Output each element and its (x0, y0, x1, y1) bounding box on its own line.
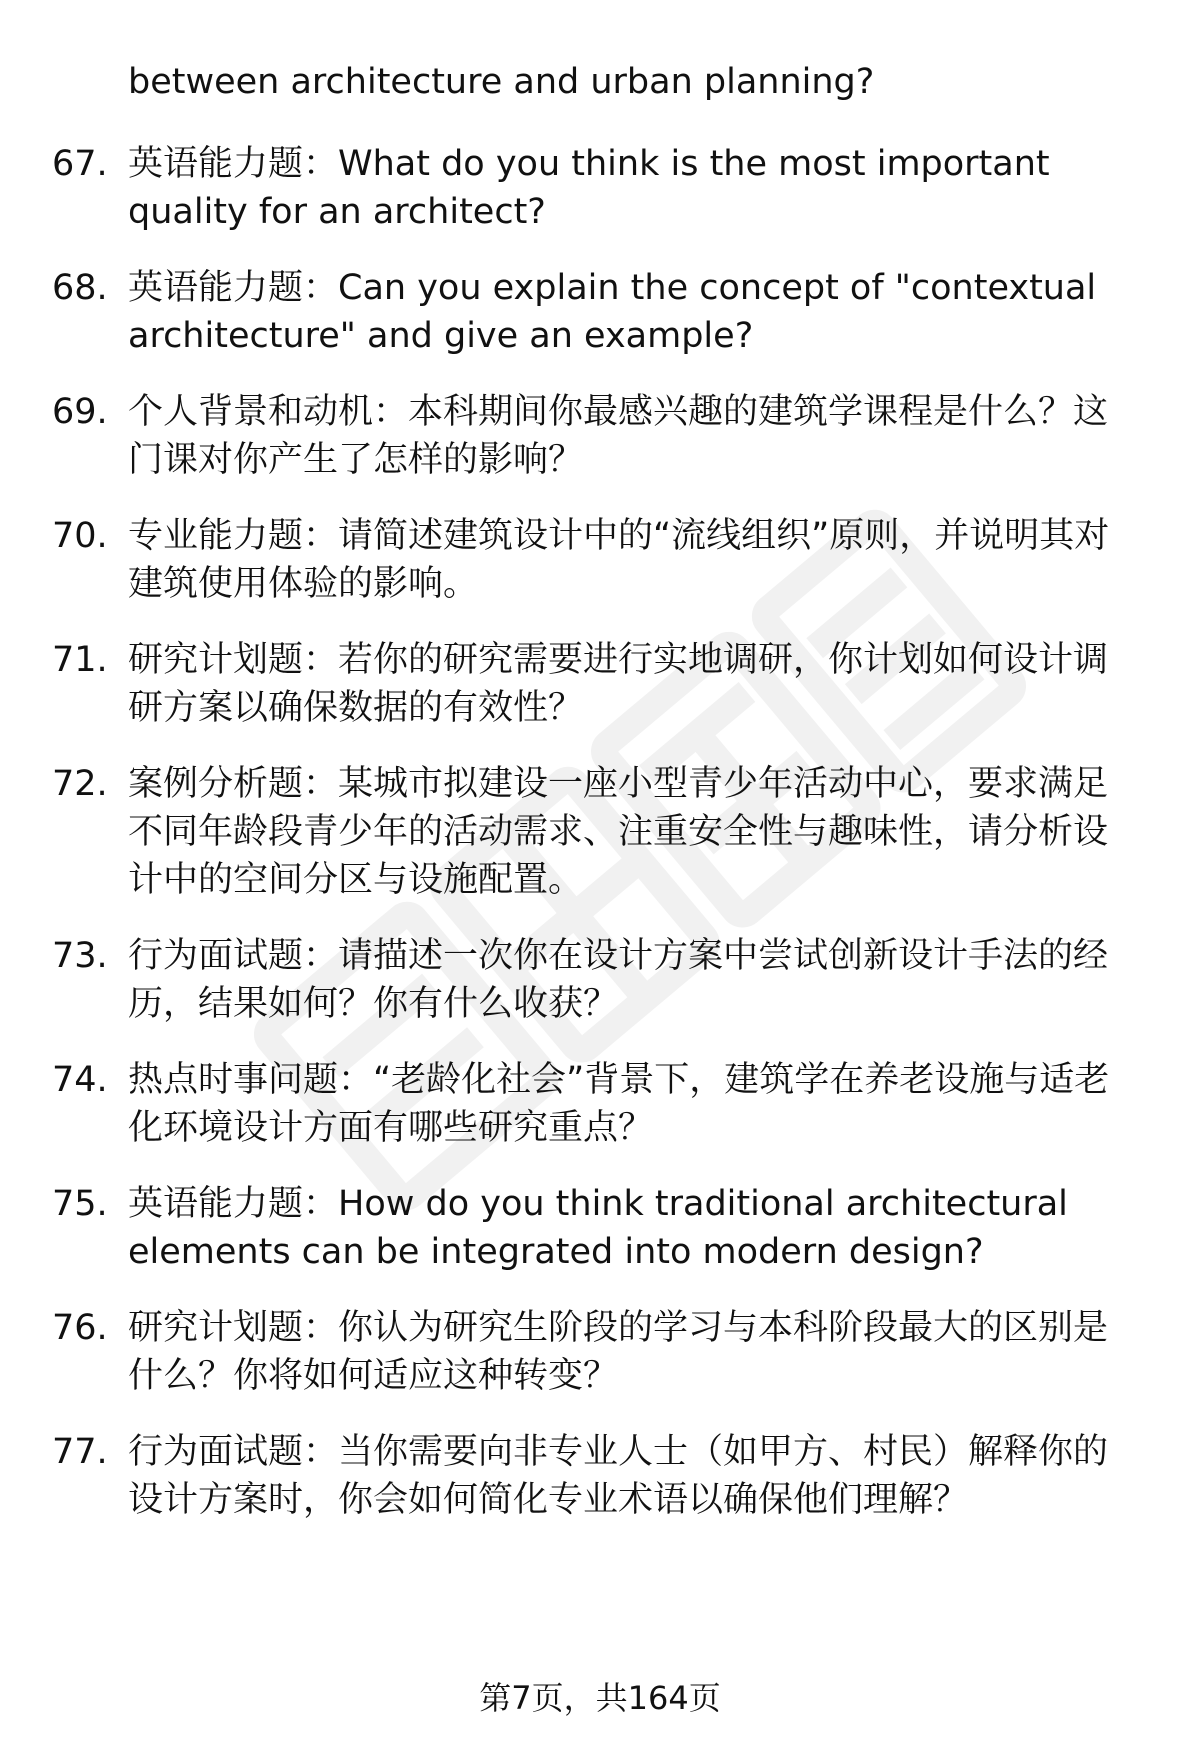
question-item (0, 140, 1200, 236)
question-text: 研究计划题：若你的研究需要进行实地调研，你计划如何设计调研方案以确保数据的有效性？ (128, 640, 1109, 728)
question-list (0, 140, 1200, 1552)
question-item (0, 1180, 1200, 1276)
question-item (0, 932, 1200, 1028)
page-footer: 第7页，共164页 (479, 1679, 721, 1717)
question-number: 77. (52, 1432, 108, 1472)
question-text: 研究计划题：你认为研究生阶段的学习与本科阶段最大的区别是什么？你将如何适应这种转变？ (128, 1308, 1109, 1396)
question-item (0, 1056, 1200, 1152)
question-text: 英语能力题：Can you explain the concept of "contextual architecture" and give an example? (128, 268, 1097, 356)
question-number: 73. (52, 936, 108, 976)
question-item (0, 388, 1200, 484)
question-number: 75. (52, 1184, 108, 1224)
question-item (0, 760, 1200, 904)
question-item (0, 264, 1200, 360)
question-number: 71. (52, 640, 108, 680)
question-text: 热点时事问题：“老龄化社会”背景下，建筑学在养老设施与适老化环境设计方面有哪些研究重点？ (128, 1060, 1110, 1148)
question-text: 英语能力题：What do you think is the most important quality for an architect? (128, 144, 1050, 232)
question-66-continuation: between architecture and urban planning? (128, 62, 875, 102)
question-number: 70. (52, 516, 108, 556)
question-item (0, 512, 1200, 608)
question-number: 74. (52, 1060, 108, 1100)
question-item (0, 1304, 1200, 1400)
question-text: 英语能力题：How do you think traditional architectural elements can be integrated into modern design? (128, 1184, 1068, 1272)
question-number: 76. (52, 1308, 108, 1348)
question-text: 案例分析题：某城市拟建设一座小型青少年活动中心，要求满足不同年龄段青少年的活动需求、注重安全性与趣味性，请分析设计中的空间分区与设施配置。 (128, 764, 1109, 900)
question-text: 专业能力题：请简述建筑设计中的“流线组织”原则，并说明其对建筑使用体验的影响。 (128, 516, 1110, 604)
question-number: 69. (52, 392, 108, 432)
question-text: 行为面试题：请描述一次你在设计方案中尝试创新设计手法的经历，结果如何？你有什么收获？ (128, 936, 1109, 1024)
question-text: 行为面试题：当你需要向非专业人士（如甲方、村民）解释你的设计方案时，你会如何简化专业术语以确保他们理解？ (128, 1432, 1109, 1520)
question-item (0, 636, 1200, 732)
question-number: 67. (52, 144, 108, 184)
question-number: 68. (52, 268, 108, 308)
question-text: 个人背景和动机：本科期间你最感兴趣的建筑学课程是什么？这门课对你产生了怎样的影响？ (128, 392, 1109, 480)
question-number: 72. (52, 764, 108, 804)
question-item (0, 1428, 1200, 1524)
